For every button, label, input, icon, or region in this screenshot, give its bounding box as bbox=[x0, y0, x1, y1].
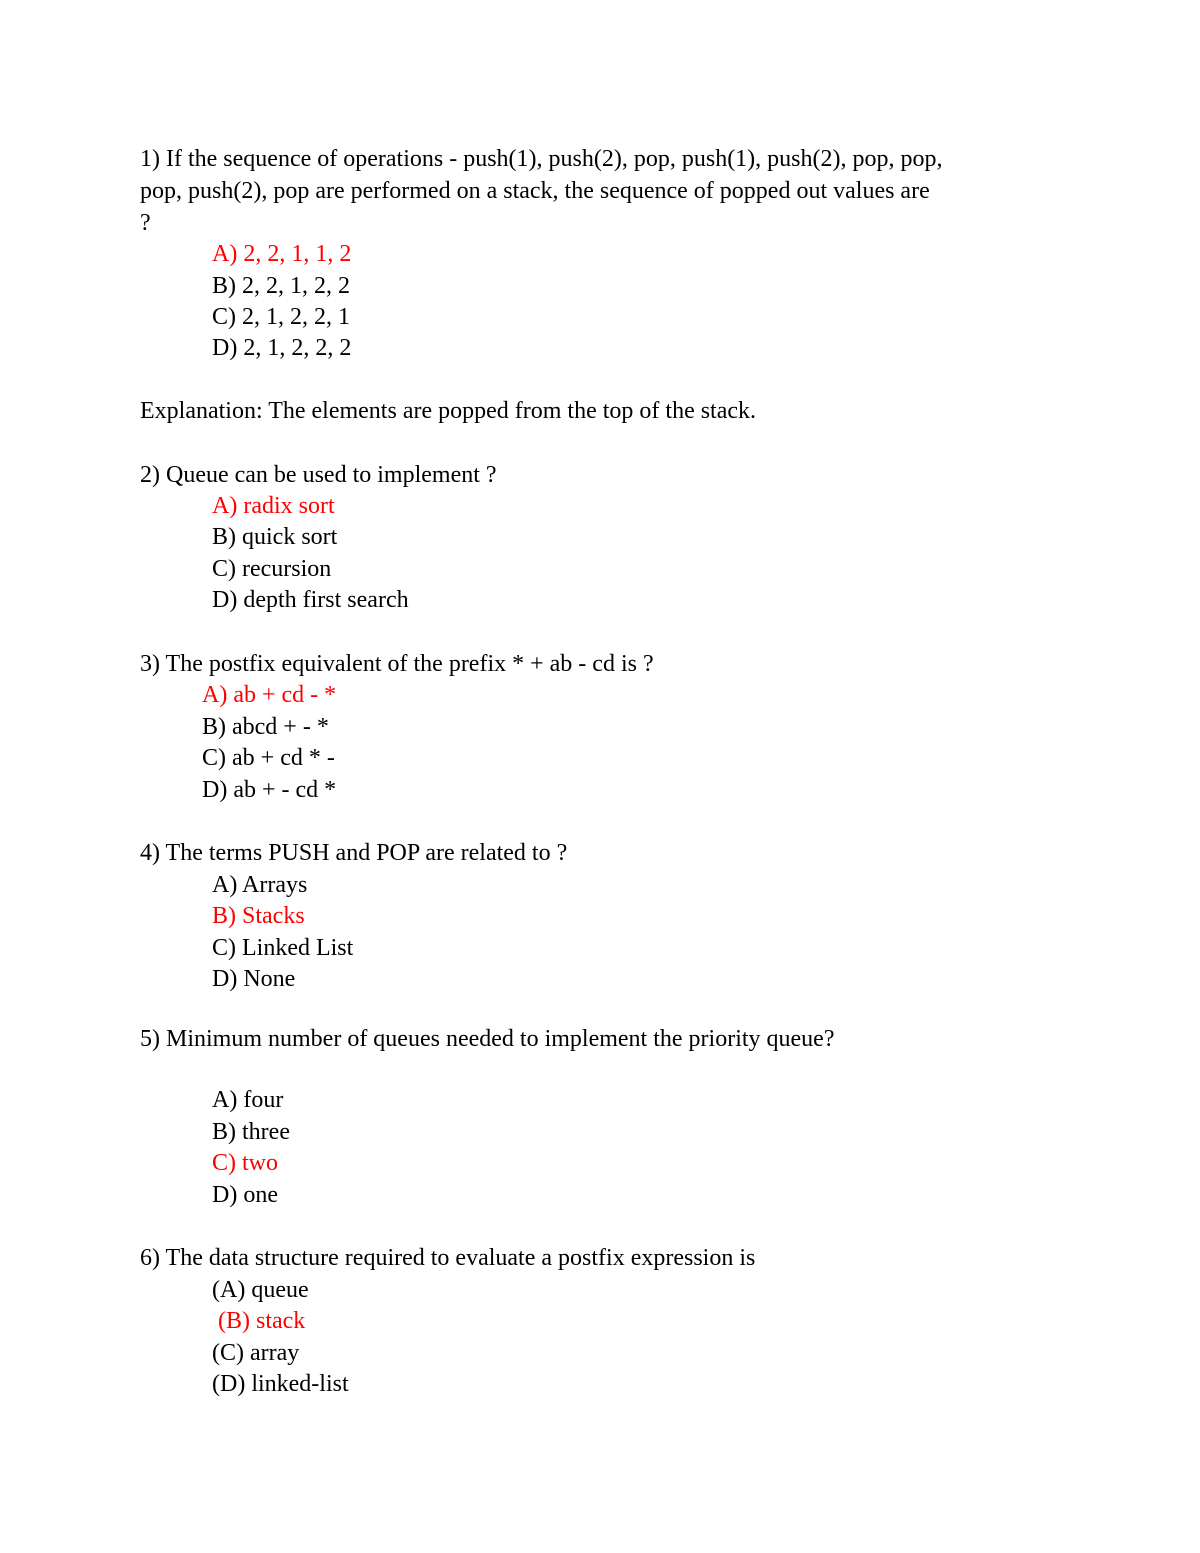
question-5-option-d: D) one bbox=[212, 1182, 278, 1208]
question-2-option-c: C) recursion bbox=[212, 556, 332, 582]
question-5-stem: 5) Minimum number of queues needed to implement the priority queue? bbox=[140, 1026, 835, 1052]
question-1-option-c: C) 2, 1, 2, 2, 1 bbox=[212, 304, 350, 330]
question-4-stem: 4) The terms PUSH and POP are related to ? bbox=[140, 840, 568, 866]
question-1-explanation: Explanation: The elements are popped from the top of the stack. bbox=[140, 398, 757, 424]
question-1-stem-line-2: pop, push(2), pop are performed on a stack, the sequence of popped out values are bbox=[140, 178, 930, 204]
question-4-option-d: D) None bbox=[212, 966, 296, 992]
question-2-option-d: D) depth first search bbox=[212, 587, 409, 613]
question-5-option-b: B) three bbox=[212, 1119, 290, 1145]
question-6-stem: 6) The data structure required to evaluate a postfix expression is bbox=[140, 1245, 756, 1271]
question-6-option-a: (A) queue bbox=[212, 1277, 309, 1303]
question-3-option-c: C) ab + cd * - bbox=[202, 745, 335, 771]
question-2-option-b: B) quick sort bbox=[212, 524, 338, 550]
question-3-option-b: B) abcd + - * bbox=[202, 714, 329, 740]
question-3-stem: 3) The postfix equivalent of the prefix * + ab - cd is ? bbox=[140, 651, 654, 677]
question-6-option-c: (C) array bbox=[212, 1340, 300, 1366]
question-4-option-a: A) Arrays bbox=[212, 872, 308, 898]
question-1-stem-line-3: ? bbox=[140, 210, 151, 236]
question-1-option-a: A) 2, 2, 1, 1, 2 bbox=[212, 241, 352, 267]
question-1-option-d: D) 2, 1, 2, 2, 2 bbox=[212, 335, 352, 361]
question-5-option-c: C) two bbox=[212, 1150, 278, 1176]
question-2-option-a: A) radix sort bbox=[212, 493, 335, 519]
question-6-option-d: (D) linked-list bbox=[212, 1371, 349, 1397]
question-3-option-a: A) ab + cd - * bbox=[202, 682, 337, 708]
question-4-option-c: C) Linked List bbox=[212, 935, 354, 961]
question-5-option-a: A) four bbox=[212, 1087, 284, 1113]
question-4-option-b: B) Stacks bbox=[212, 903, 305, 929]
question-1-option-b: B) 2, 2, 1, 2, 2 bbox=[212, 273, 350, 299]
question-1-stem-line-1: 1) If the sequence of operations - push(1), push(2), pop, push(1), push(2), pop, pop, bbox=[140, 146, 943, 172]
question-6-option-b: (B) stack bbox=[218, 1308, 306, 1334]
question-3-option-d: D) ab + - cd * bbox=[202, 777, 337, 803]
question-2-stem: 2) Queue can be used to implement ? bbox=[140, 462, 497, 488]
